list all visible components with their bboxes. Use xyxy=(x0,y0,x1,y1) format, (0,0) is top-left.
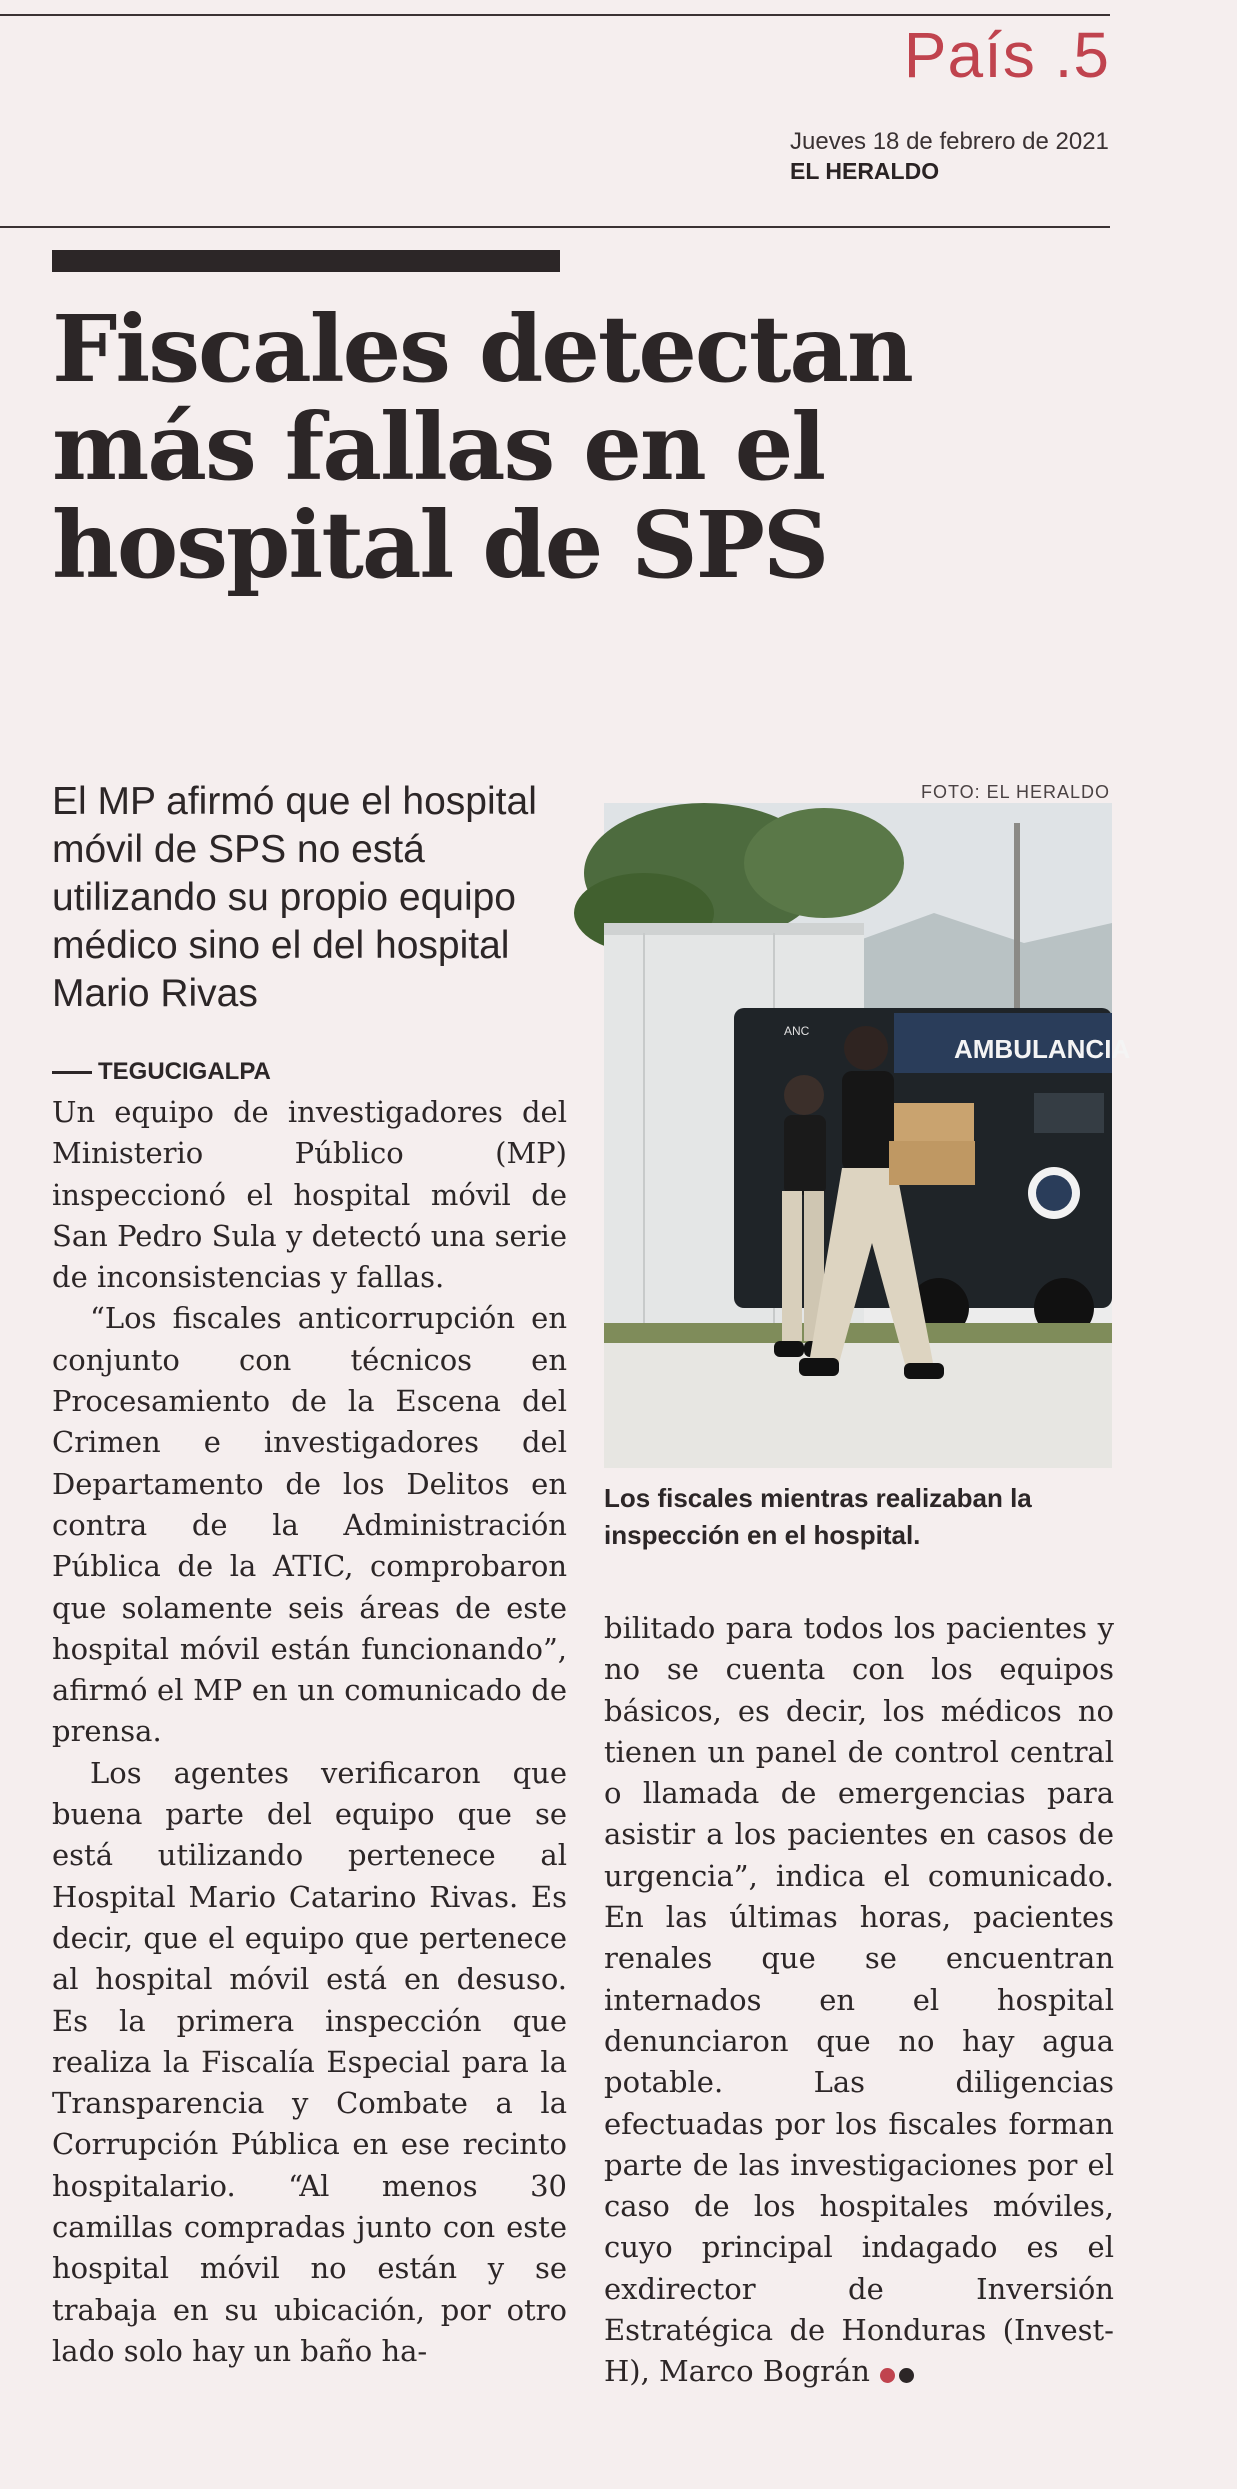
end-mark xyxy=(876,2353,914,2394)
svg-text:ANC: ANC xyxy=(784,1024,810,1038)
body-text: bilitado para todos los pacientes y no se cuenta con los equipos básicos, es decir, los médicos no tienen un panel de control central o llamada de emergencias para asistir a los pacientes en casos de urgencia”, indica el comunicado. En las últimas horas, pacientes renales que se encuentran internados en el hospital denunciaron que no hay agua potable. Las diligencias efectuadas por los fiscales forman parte de las investigaciones por el caso de los hospitales móviles, cuyo principal indagado es el exdirector de Inversión Estratégica de Honduras (Invest-H), Marco Bográn xyxy=(604,1611,1114,2389)
photo-illustration xyxy=(604,803,1131,1468)
dateline xyxy=(52,1058,271,1086)
headline-bar xyxy=(52,250,560,272)
article-column-right xyxy=(604,1608,1114,2438)
section-label: País .5 xyxy=(903,19,1110,91)
top-rule xyxy=(0,14,1110,16)
headline-line: hospital de SPS xyxy=(52,491,828,599)
article-column-left xyxy=(52,1092,567,2437)
photo-credit: FOTO: EL HERALDO xyxy=(920,782,1110,802)
body-paragraph: Un equipo de investigadores del Ministerio Público (MP) inspeccionó el hospital móvil de San Pedro Sula y detectó una serie de inconsistencias y fallas. xyxy=(52,1095,567,1295)
publication-date: Jueves 18 de febrero de 2021 xyxy=(790,128,1109,155)
end-dot xyxy=(899,2368,914,2383)
lead-summary: El MP afirmó que el hospital móvil de SPS no está utilizando su propio equipo médico sino el del hospital Mario Rivas xyxy=(52,780,537,1015)
body-paragraph: Los agentes verificaron que buena parte del equipo que se está utilizando pertenece al Hospital Mario Catarino Rivas. Es decir, que el equipo que pertenece al hospital móvil está en desuso. Es la primera inspección que realiza la Fiscalía Especial para la Transparencia y Combate a la Corrupción Pública en ese recinto hospitalario. “Al menos 30 camillas compradas junto con este hospital móvil no están y se trabaja en su ubicación, por otro lado solo hay un baño ha- xyxy=(52,1755,567,2368)
headline-line: Fiscales detectan xyxy=(52,295,912,403)
header-rule xyxy=(0,226,1110,228)
body-paragraph: “Los fiscales anticorrupción en conjunto con técnicos en Procesamiento de la Escena del Crimen e investigadores del Departamento de los Delitos en contra de la Administración Pública de la ATIC, comprobaron que solamente seis áreas de este hospital móvil están funcionando”, afirmó el MP en un comunicado de prensa. xyxy=(52,1301,567,1749)
ambulance-label: AMBULANCIA xyxy=(954,1034,1131,1064)
newspaper-name: EL HERALDO xyxy=(790,158,940,184)
photo-caption: Los fiscales mientras realizaban la inspección en el hospital. xyxy=(604,1483,1032,1550)
news-photo xyxy=(604,803,1131,1468)
headline-line: más fallas en el xyxy=(52,393,825,501)
dateline-dash xyxy=(52,1071,92,1074)
headline xyxy=(52,295,1102,599)
end-dot xyxy=(880,2368,895,2383)
dateline-text: TEGUCIGALPA xyxy=(98,1058,271,1085)
body-paragraph xyxy=(604,1608,1114,2394)
